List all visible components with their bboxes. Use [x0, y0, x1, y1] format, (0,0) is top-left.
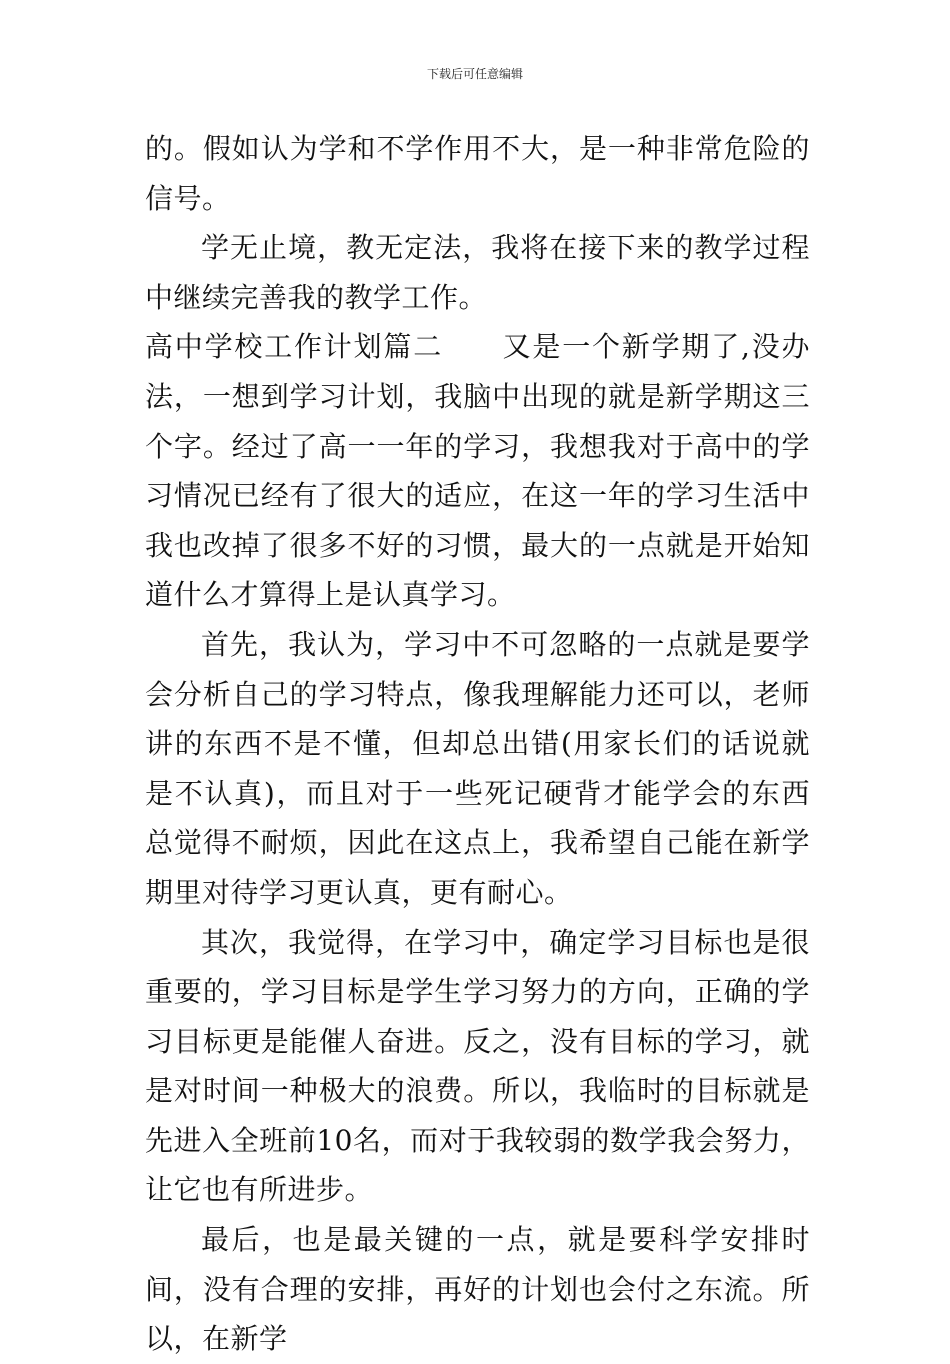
paragraph-1: 的。假如认为学和不学作用不大，是一种非常危险的信号。 — [145, 132, 810, 215]
paragraph-4: 首先，我认为，学习中不可忽略的一点就是要学会分析自己的学习特点，像我理解能力还可以，老师讲的东西不是不懂，但却总出错(用家长们的话说就是不认真)，而且对于一些死记硬背才能学会的东西总觉得不耐烦，因此在这点上，我希望自己能在新学期里对待学习更认真，更有耐心。 — [145, 627, 810, 909]
paragraph-5: 其次，我觉得，在学习中，确定学习目标也是很重要的，学习目标是学生学习努力的方向，正确的学习目标更是能催人奋进。反之，没有目标的学习，就是对时间一种极大的浪费。所以，我临时的目标就是先进入全班前10名，而对于我较弱的数学我会努力，让它也有所进步。 — [145, 925, 810, 1207]
paragraph-6: 最后，也是最关键的一点，就是要科学安排时间，没有合理的安排，再好的计划也会付之东流。所以，在新学 — [145, 1223, 810, 1356]
paragraph-2: 学无止境，教无定法，我将在接下来的教学过程中继续完善我的教学工作。 — [145, 231, 810, 314]
page-header: 下载后可任意编辑 — [426, 67, 523, 81]
paragraph-3-section-heading: 高中学校工作计划篇二 又是一个新学期了,没办法，一想到学习计划，我脑中出现的就是新学期这三个字。经过了高一一年的学习，我想我对于高中的学习情况已经有了很大的适应，在这一年的学习生活中我也改掉了很多不好的习惯，最大的一点就是开始知道什么才算得上是认真学习。 — [145, 330, 810, 612]
document-body — [145, 124, 810, 1364]
